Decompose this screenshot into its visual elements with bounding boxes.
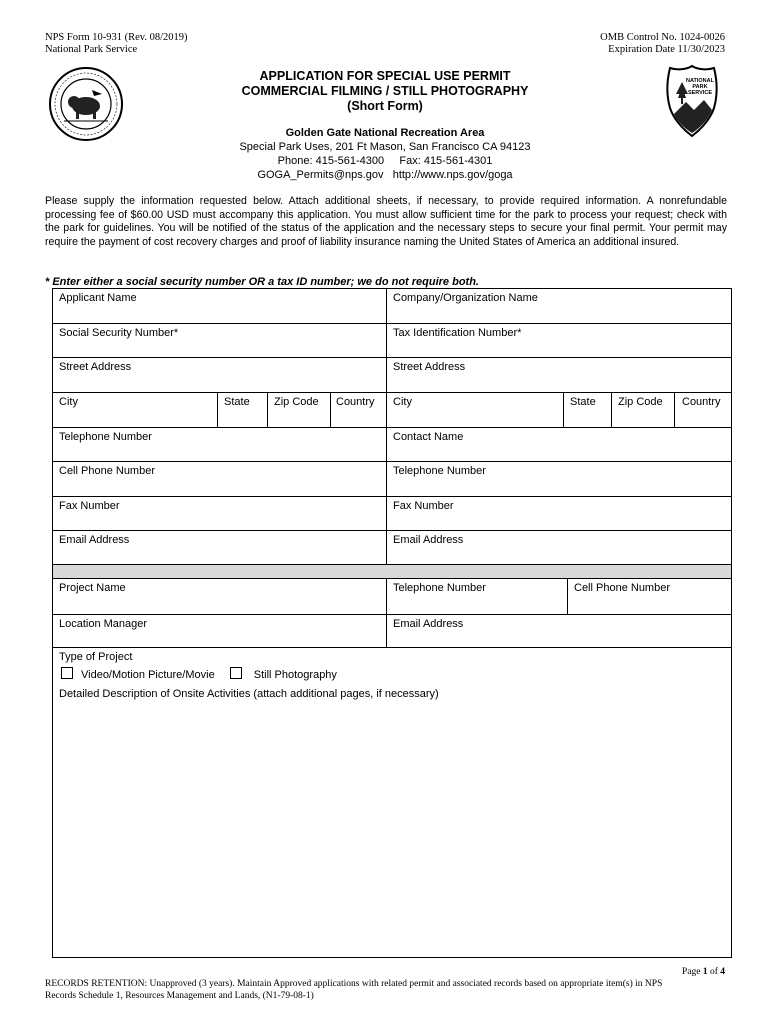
applicant-name-label: Applicant Name: [59, 292, 137, 304]
video-option-label: Video/Motion Picture/Movie: [81, 669, 215, 681]
country-right-label: Country: [682, 396, 721, 408]
park-address: Special Park Uses, 201 Ft Mason, San Francisco CA 94123: [239, 141, 531, 153]
email-left-field[interactable]: [53, 531, 387, 565]
location-manager-field[interactable]: [53, 615, 387, 648]
title-line-2: COMMERCIAL FILMING / STILL PHOTOGRAPHY: [241, 84, 529, 98]
telephone-left-field[interactable]: [53, 428, 387, 462]
park-name: Golden Gate National Recreation Area: [285, 127, 485, 139]
state-left-label: State: [224, 396, 250, 408]
intro-paragraph: Please supply the information requested below. Attach additional sheets, if necessary, to provide required information. A nonrefundable processing fee of $60.00 USD must accompany this application. You must allow sufficient time for the park to process your request; check with the park for guidelines. You will be notified of the status of the application and the necessary steps to secure your final permit. Your permit may require the payment of cost recovery charges and proof of liability insurance naming the United States of America an additional insured.: [45, 195, 727, 248]
country-left-field[interactable]: [331, 393, 387, 428]
email-right-field[interactable]: [387, 531, 731, 565]
location-email-label: Email Address: [393, 618, 464, 630]
location-email-field[interactable]: [387, 615, 731, 648]
agency-name: National Park Service: [45, 44, 138, 55]
page-prefix: Page: [681, 967, 703, 977]
expiration-date: Expiration Date 11/30/2023: [608, 44, 725, 55]
project-telephone-label: Telephone Number: [393, 582, 486, 594]
tax-id-label: Tax Identification Number*: [393, 327, 522, 339]
omb-control: OMB Control No. 1024-0026: [600, 32, 725, 43]
email-left-label: Email Address: [59, 534, 130, 546]
telephone-left-label: Telephone Number: [59, 431, 152, 443]
ssn-tax-note: * Enter either a social security number OR a tax ID number; we do not require both.: [45, 276, 479, 288]
park-phones: Phone: 415-561-4300 Fax: 415-561-4301: [277, 155, 493, 167]
page-number: [682, 967, 725, 977]
project-telephone-field[interactable]: [387, 579, 568, 615]
cell-phone-left-label: Cell Phone Number: [59, 465, 155, 477]
street-address-right-field[interactable]: [387, 358, 731, 393]
project-name-field[interactable]: [53, 579, 387, 615]
svg-text:PARK: PARK: [692, 84, 708, 90]
title-line-3: (Short Form): [347, 99, 423, 113]
description-label: Detailed Description of Onsite Activities (attach additional pages, if necessary): [59, 688, 439, 700]
type-of-project-section: [53, 648, 731, 685]
cell-phone-left-field[interactable]: [53, 462, 387, 497]
state-right-label: State: [570, 396, 596, 408]
page-total: 4: [720, 967, 725, 977]
description-field[interactable]: [53, 685, 731, 957]
video-checkbox[interactable]: [61, 667, 73, 679]
company-name-label: Company/Organization Name: [393, 292, 538, 304]
state-right-field[interactable]: [564, 393, 612, 428]
svg-text:NATIONAL: NATIONAL: [685, 78, 715, 84]
country-left-label: Country: [336, 396, 375, 408]
zip-right-label: Zip Code: [618, 396, 663, 408]
svg-text:SERVICE: SERVICE: [687, 90, 713, 96]
street-address-right-label: Street Address: [393, 361, 466, 373]
street-address-left-label: Street Address: [59, 361, 132, 373]
still-checkbox[interactable]: [230, 667, 242, 679]
zip-right-field[interactable]: [612, 393, 675, 428]
contact-name-field[interactable]: [387, 428, 731, 462]
zip-left-label: Zip Code: [274, 396, 319, 408]
street-address-left-field[interactable]: [53, 358, 387, 393]
title-line-1: APPLICATION FOR SPECIAL USE PERMIT: [259, 69, 511, 83]
city-right-field[interactable]: [387, 393, 564, 428]
project-type-options: [61, 667, 337, 682]
still-option-label: Still Photography: [253, 669, 337, 681]
type-of-project-label: Type of Project: [59, 651, 133, 663]
page-num: 1: [702, 967, 708, 977]
records-retention-line-2: Records Schedule 1, Resources Management and Lands, (N1-79-08-1): [45, 991, 314, 1001]
contact-name-label: Contact Name: [393, 431, 464, 443]
zip-left-field[interactable]: [268, 393, 331, 428]
fax-right-label: Fax Number: [393, 500, 454, 512]
ssn-field[interactable]: [53, 324, 387, 358]
application-form: [52, 288, 732, 958]
country-right-field[interactable]: [675, 393, 731, 428]
page-of: of: [707, 967, 721, 977]
ssn-label: Social Security Number*: [59, 327, 179, 339]
fax-left-field[interactable]: [53, 497, 387, 531]
company-name-field[interactable]: [387, 289, 731, 324]
state-left-field[interactable]: [218, 393, 268, 428]
form-number: NPS Form 10-931 (Rev. 08/2019): [45, 32, 188, 43]
fax-left-label: Fax Number: [59, 500, 120, 512]
city-left-label: City: [59, 396, 78, 408]
email-right-label: Email Address: [393, 534, 464, 546]
telephone-right-field[interactable]: [387, 462, 731, 497]
telephone-right-label: Telephone Number: [393, 465, 486, 477]
applicant-name-field[interactable]: [53, 289, 387, 324]
city-left-field[interactable]: [53, 393, 218, 428]
city-right-label: City: [393, 396, 412, 408]
project-cell-field[interactable]: [568, 579, 731, 615]
fax-right-field[interactable]: [387, 497, 731, 531]
project-cell-label: Cell Phone Number: [574, 582, 670, 594]
records-retention-line-1: RECORDS RETENTION: Unapproved (3 years). Maintain Approved applications with related permit and associated records based on appropriate item(s) in NPS: [45, 979, 663, 989]
project-name-label: Project Name: [59, 582, 126, 594]
tax-id-field[interactable]: [387, 324, 731, 358]
section-divider: [53, 565, 731, 579]
park-email-web: GOGA_Permits@nps.gov http://www.nps.gov/goga: [257, 169, 513, 181]
location-manager-label: Location Manager: [59, 618, 148, 630]
